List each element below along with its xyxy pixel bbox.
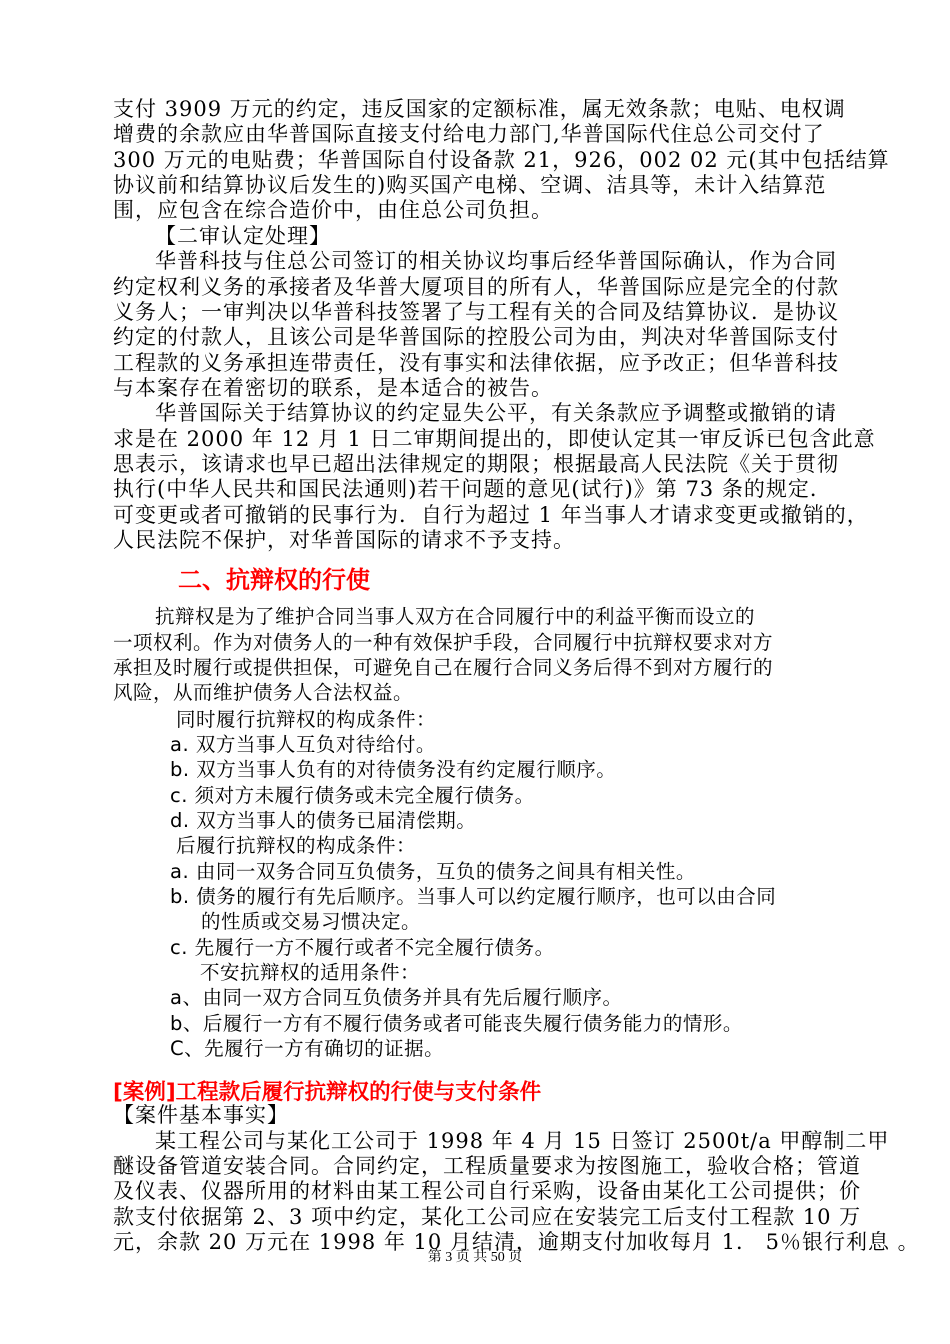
section-title-second-trial: 【二审认定处理】 [155,223,331,248]
list-title: 后履行抗辩权的构成条件： [176,834,417,858]
text-line: 某工程公司与某化工公司于 1998 年 4 月 15 日签订 2500t/a 甲醇制二甲 [155,1128,890,1153]
text-line: 款支付依据第 2、3 项中约定，某化工公司应在安装完工后支付工程款 10 万 [113,1204,862,1229]
text-line: 华普科技与住总公司签订的相关协议均事后经华普国际确认，作为合同 [155,249,837,274]
list-item: b. 债务的履行有先后顺序。当事人可以约定履行顺序，也可以由合同 [170,885,777,909]
list-item: a、由同一双方合同互负债务并具有先后履行顺序。 [170,986,623,1010]
text-line: 思表示，该请求也早已超出法律规定的期限；根据最高人民法院《关于贯彻 [113,452,839,477]
list-item: C、先履行一方有确切的证据。 [170,1037,445,1061]
text-line: 元，余款 20 万元在 1998 年 10 月结清，逾期支付加收每月 1． 5％银行利息 。 [113,1230,920,1254]
text-line: 围，应包含在综合造价中，由住总公司负担。 [113,198,553,223]
text-line: 300 万元的电贴费；华普国际自付设备款 21，926，002 02 元(其中包括结算 [113,147,890,172]
case-heading: [案例]工程款后履行抗辩权的行使与支付条件 [113,1079,542,1105]
text-line: 承担及时履行或提供担保，可避免自己在履行合同义务后得不到对方履行的 [113,655,774,679]
text-line: 约定权利义务的承接者及华普大厦项目的所有人，华普国际应是完全的付款 [113,274,839,299]
text-line: 风险，从而维护债务人合法权益。 [113,681,414,705]
list-item: d. 双方当事人的债务已届清偿期。 [170,808,477,832]
text-line: 醚设备管道安装合同。合同约定，工程质量要求为按图施工，验收合格；管道 [113,1153,861,1178]
list-item: b、后履行一方有不履行债务或者可能丧失履行债务能力的情形。 [170,1011,743,1035]
list-item: c. 须对方未履行债务或未完全履行债务。 [170,783,535,807]
text-line: 可变更或者可撤销的民事行为．自行为超过 1 年当事人才请求变更或撤销的， [113,502,869,527]
text-line: 与本案存在着密切的联系，是本适合的被告。 [113,375,553,400]
text-line: 抗辩权是为了维护合同当事人双方在合同履行中的利益平衡而设立的 [155,605,756,629]
list-title: 同时履行抗辩权的构成条件： [176,707,437,731]
section-heading: 二、抗辩权的行使 [178,565,370,594]
text-line: 及仪表、仪器所用的材料由某工程公司自行采购，设备由某化工公司提供；价 [113,1179,861,1204]
list-item: a. 双方当事人互负对待给付。 [170,732,436,756]
list-item: c. 先履行一方不履行或者不完全履行债务。 [170,935,555,959]
list-item: b. 双方当事人负有的对待债务没有约定履行顺序。 [170,758,617,782]
text-line: 约定的付款人，且该公司是华普国际的控股公司为由，判决对华普国际支付 [113,325,839,350]
text-line: 执行(中华人民共和国民法通则)若干问题的意见(试行)》第 73 条的规定． [113,477,832,502]
list-title: 不安抗辩权的适用条件： [200,961,421,985]
text-line: 工程款的义务承担连带责任，没有事实和法律依据，应予改正；但华普科技 [113,350,839,375]
text-line: 求是在 2000 年 12 月 1 日二审期间提出的，即使认定其一审反诉已包含此意 [113,426,876,451]
text-line: 华普国际关于结算协议的约定显失公平，有关条款应予调整或撤销的请 [155,401,837,426]
text-line: 支付 3909 万元的约定，违反国家的定额标准，属无效条款；电贴、电权调 [113,97,846,121]
text-line: 义务人；一审判决以华普科技签署了与工程有关的合同及结算协议．是协议 [113,299,839,324]
text-line: 增费的余款应由华普国际直接支付给电力部门,华普国际代住总公司交付了 [113,122,825,147]
case-facts-title: 【案件基本事实】 [113,1103,289,1128]
page-number-footer: 第 3 页 共 50 页 [427,1250,523,1265]
text-line: 人民法院不保护，对华普国际的请求不予支持。 [113,528,575,553]
text-line: 一项权利。作为对债务人的一种有效保护手段，合同履行中抗辩权要求对方 [113,630,774,654]
list-item: a. 由同一双务合同互负债务，互负的债务之间具有相关性。 [170,859,696,883]
list-item-continuation: 的性质或交易习惯决定。 [201,910,422,934]
text-line: 协议前和结算协议后发生的)购买国产电梯、空调、洁具等，未计入结算范 [113,173,827,198]
